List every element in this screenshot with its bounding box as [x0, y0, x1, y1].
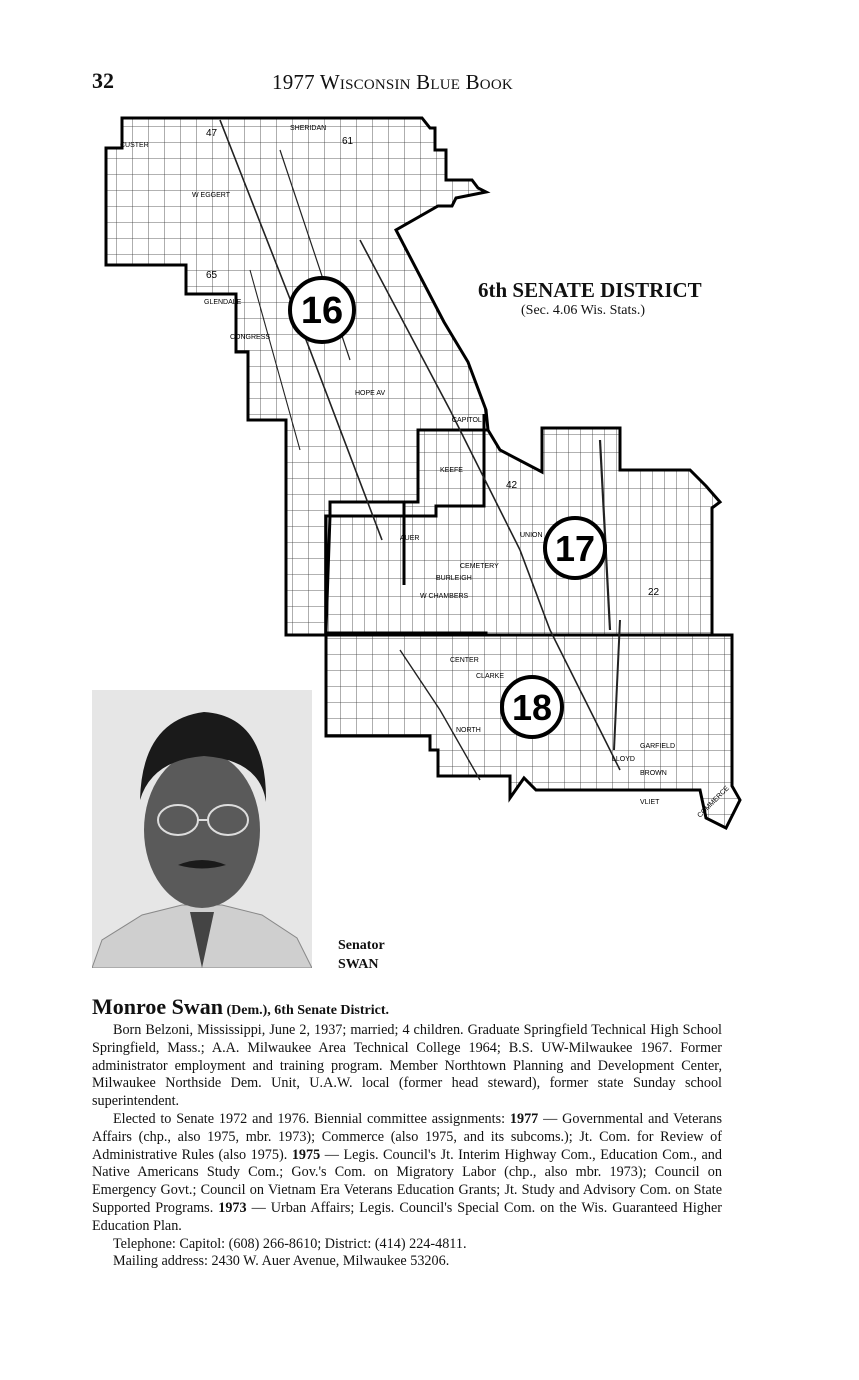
- svg-text:UNION: UNION: [520, 532, 543, 539]
- svg-text:CONGRESS: CONGRESS: [230, 334, 271, 341]
- svg-text:AUER: AUER: [400, 535, 420, 542]
- bio-paragraph-committees: Elected to Senate 1972 and 1976. Biennial committee assignments: 1977 — Governmental and Veterans Affairs (chp., also 1975, mbr. 1973); Commerce (also 1975, and its subcoms.); Jt. Com. for Review of Administrative Rules (also 1975). 1975 — Legis. Council's Jt. Interim Highway Com., Education Com., and Native Americans Study Com.; Gov.'s Com. on Migratory Labor (chp., also mbr. 1973); Council on Emergency Govt.; Council on Vietnam Era Veterans Education Grants; Jt. Study and Advisory Com. on State Supported Programs. 1973 — Urban Affairs; Legis. Council's Special Com. on the Wis. Guaranteed Higher Education Plan.: [92, 1110, 722, 1234]
- svg-text:GARFIELD: GARFIELD: [640, 743, 676, 750]
- photo-caption: Senator SWAN: [338, 938, 385, 972]
- svg-text:CUSTER: CUSTER: [120, 142, 149, 149]
- svg-text:W CHAMBERS: W CHAMBERS: [420, 593, 469, 600]
- svg-text:22: 22: [648, 587, 660, 598]
- svg-text:42: 42: [506, 480, 518, 491]
- district-18-marker: [502, 677, 562, 737]
- district-title: 6th SENATE DISTRICT: [478, 278, 702, 302]
- bio-telephone: Telephone: Capitol: (608) 266-8610; District: (414) 224-4811.: [113, 1235, 467, 1252]
- running-head: 1977 Wisconsin Blue Book: [272, 70, 513, 94]
- svg-text:VLIET: VLIET: [640, 799, 660, 806]
- svg-text:BURLEIGH: BURLEIGH: [436, 575, 472, 582]
- district-17-marker: [545, 518, 605, 578]
- bio-mailing-address: Mailing address: 2430 W. Auer Avenue, Milwaukee 53206.: [113, 1253, 450, 1270]
- senator-portrait: [92, 690, 312, 968]
- svg-text:CENTER: CENTER: [450, 657, 479, 664]
- svg-text:NORTH: NORTH: [456, 727, 481, 734]
- svg-text:CAPITOL: CAPITOL: [452, 417, 482, 424]
- svg-text:65: 65: [206, 270, 218, 281]
- bio-heading: Monroe Swan (Dem.), 6th Senate District.: [92, 994, 390, 1019]
- district-16-marker: [290, 278, 354, 342]
- svg-text:GLENDALE: GLENDALE: [204, 299, 242, 306]
- svg-text:W EGGERT: W EGGERT: [192, 192, 230, 199]
- svg-text:HOPE AV: HOPE AV: [355, 390, 386, 397]
- svg-text:COMMERCE: COMMERCE: [696, 785, 731, 820]
- svg-text:CLARKE: CLARKE: [476, 673, 505, 680]
- svg-text:BROWN: BROWN: [640, 770, 667, 777]
- biography: [92, 994, 722, 1271]
- bio-paragraph-personal: Born Belzoni, Mississippi, June 2, 1937; married; 4 children. Graduate Springfield Technical High School Springfield, Mass.; A.A. Milwaukee Area Technical College 1964; B.S. UW-Milwaukee 1967. Former administrator employment and training program. Member Northtown Planning and Development Center, Milwaukee Northside Dem. Unit, U.A.W. local (former head steward), former state Sunday school superintendent.: [92, 1022, 722, 1110]
- svg-text:KEEFE: KEEFE: [440, 467, 463, 474]
- page-number: 32: [92, 68, 114, 93]
- svg-text:47: 47: [206, 128, 218, 139]
- svg-text:LLOYD: LLOYD: [612, 756, 635, 763]
- svg-text:CEMETERY: CEMETERY: [460, 563, 499, 570]
- svg-text:16: 16: [300, 290, 344, 332]
- svg-text:17: 17: [554, 528, 596, 569]
- district-statute: (Sec. 4.06 Wis. Stats.): [521, 303, 646, 318]
- svg-text:SHERIDAN: SHERIDAN: [290, 125, 327, 132]
- svg-text:61: 61: [342, 136, 354, 147]
- svg-text:18: 18: [511, 687, 553, 728]
